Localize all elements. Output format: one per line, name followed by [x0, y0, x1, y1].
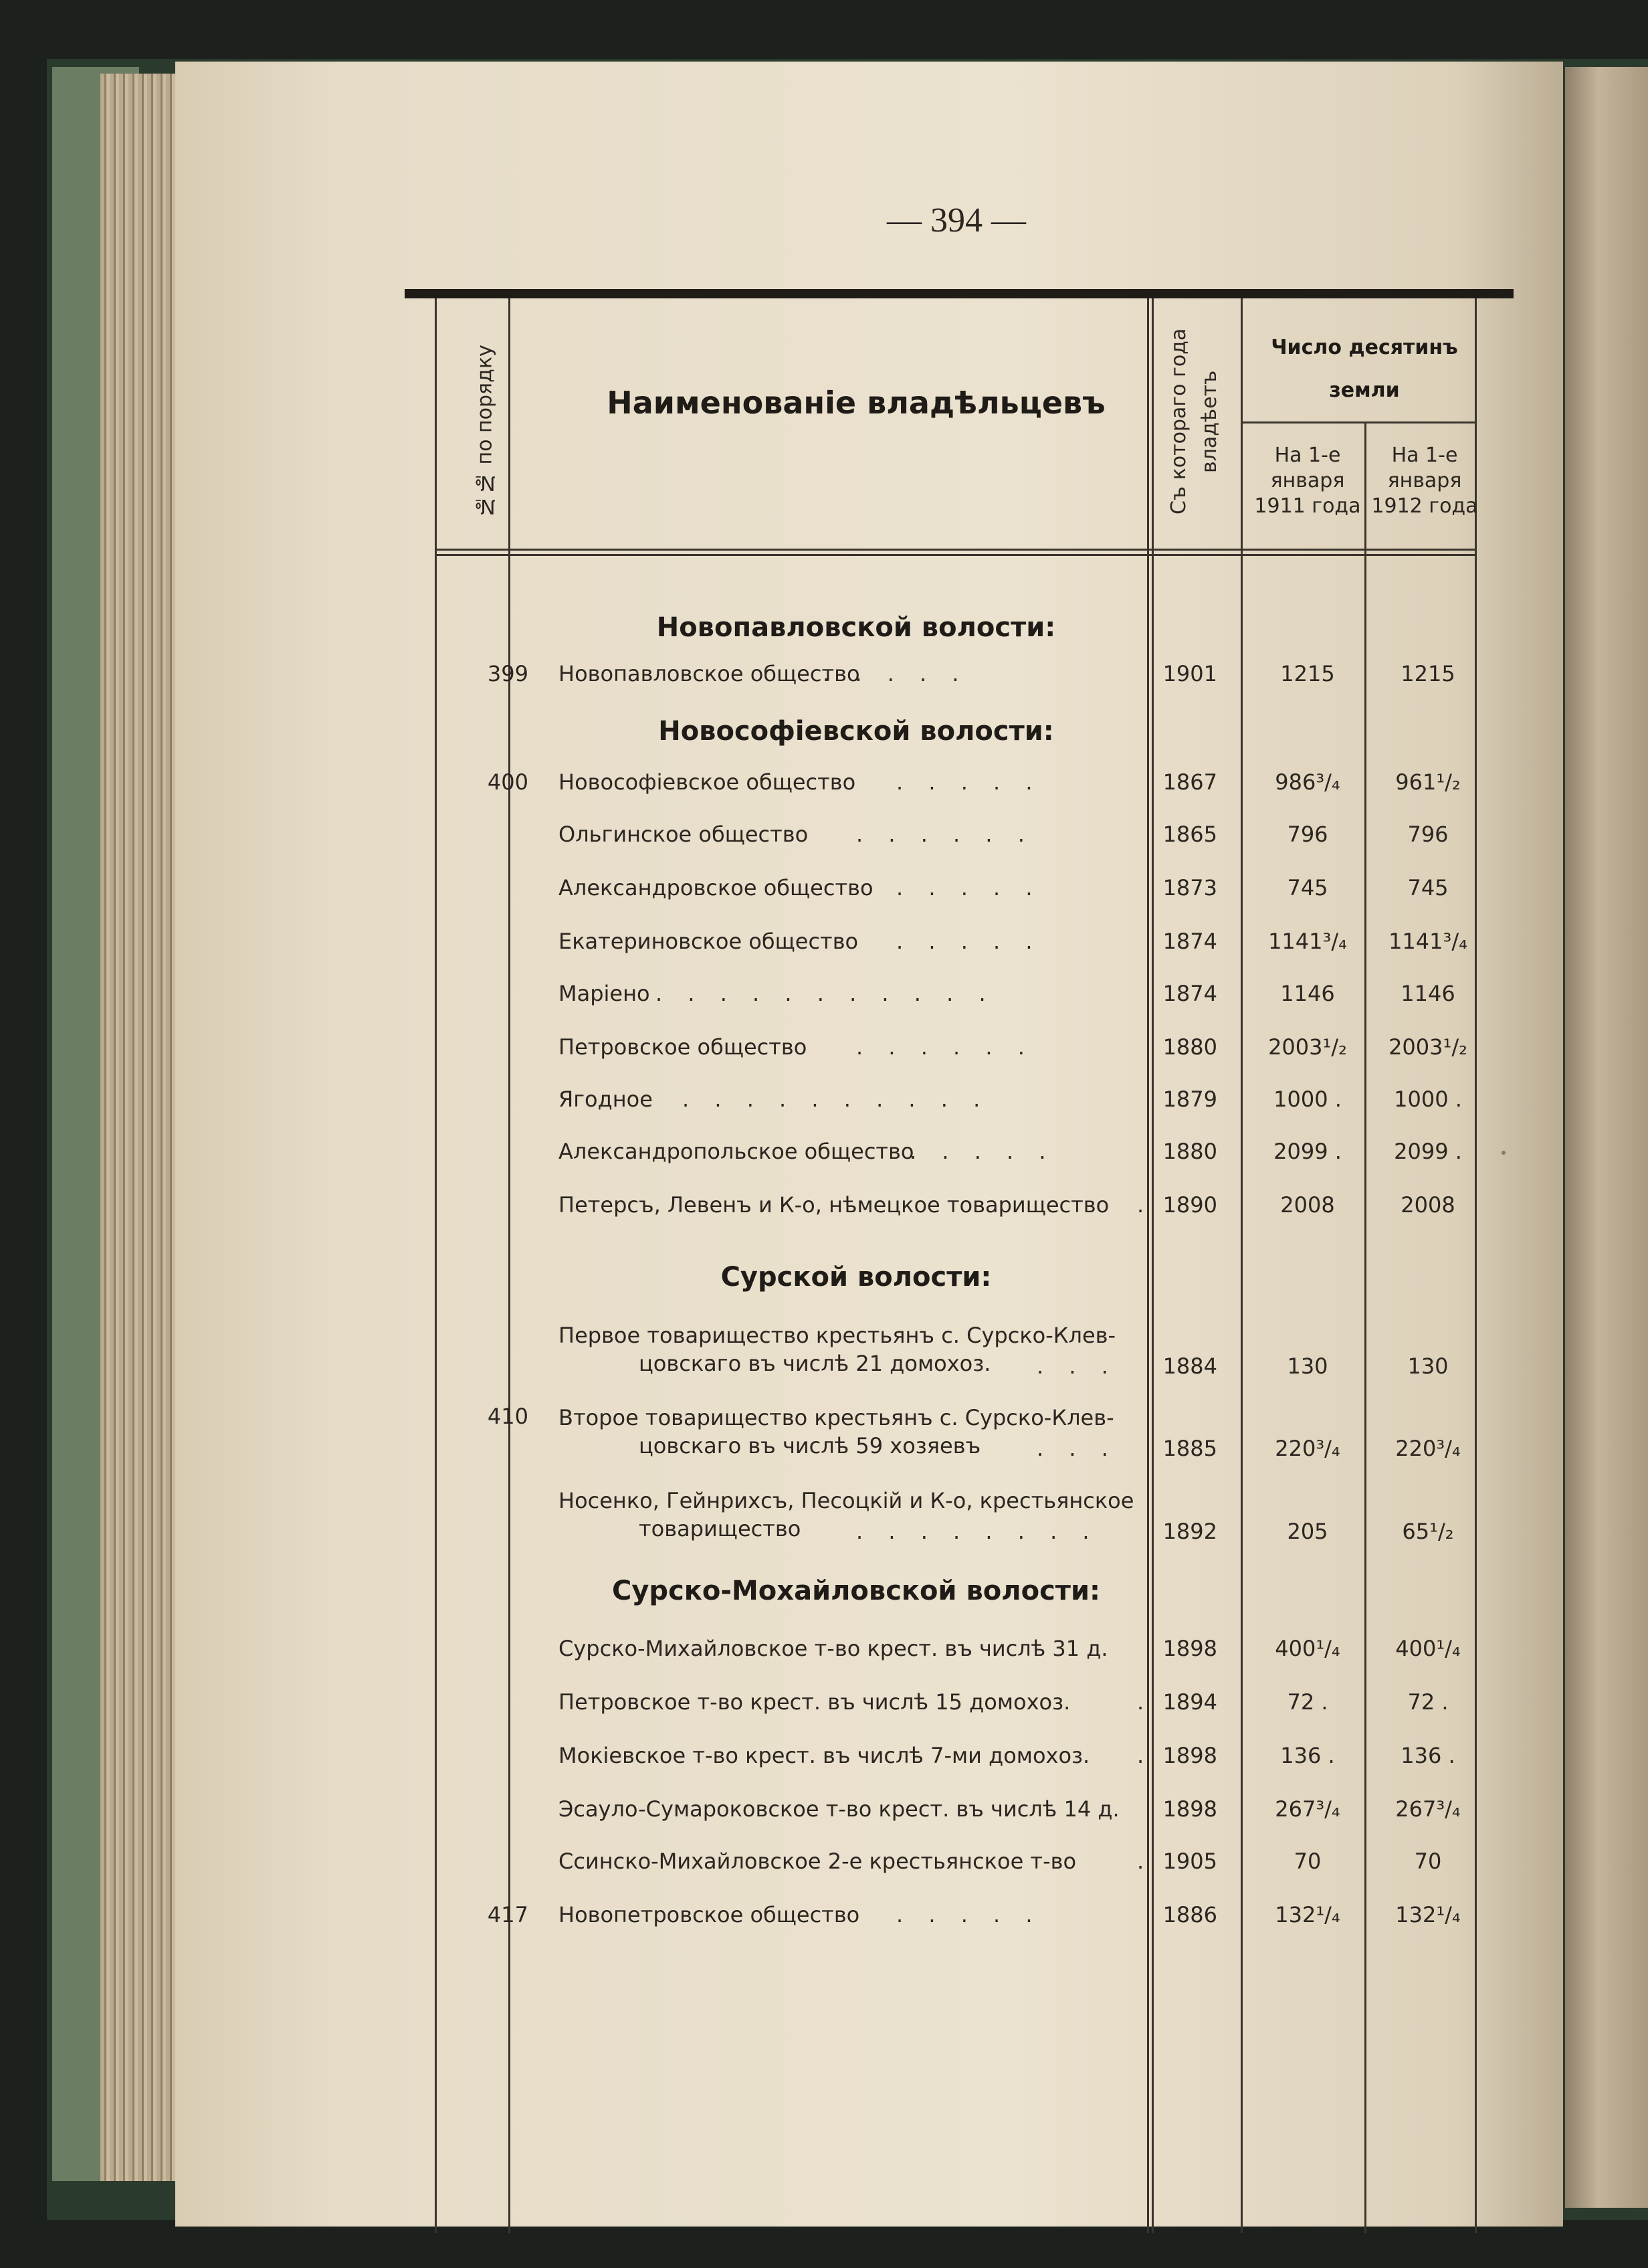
since-year: 1880	[1162, 1034, 1217, 1060]
owner-name: Ягодное	[558, 1086, 653, 1112]
owner-name-line-2: цовскаго въ числѣ 59 хозяевъ	[639, 1433, 981, 1458]
since-year: 1874	[1162, 929, 1217, 954]
dot-leader: . . . . .	[896, 875, 1042, 901]
section-title: Новопавловской волости:	[656, 612, 1056, 643]
owner-name-line-2: товарищество	[639, 1516, 801, 1541]
land-1911: 1000 .	[1273, 1086, 1342, 1112]
dot-leader: . . . . .	[910, 1139, 1055, 1164]
land-1911: 2008	[1280, 1192, 1335, 1218]
column-rule-no	[508, 298, 510, 2233]
dot-leaders	[428, 1086, 1512, 1127]
owner-name: Мокіевское т-во крест. въ числѣ 7-ми домохоз.	[558, 1743, 1090, 1768]
owner-name: Новософіевское общество	[558, 769, 856, 795]
page-number: — 394 —	[887, 201, 1026, 240]
dot-leader: .	[1137, 1689, 1154, 1715]
section-title: Сурской волости:	[720, 1262, 992, 1293]
table-top-rule	[405, 289, 1514, 298]
next-page-edge	[1565, 67, 1648, 2208]
dot-leaders	[428, 1034, 1512, 1074]
land-1912: 961¹/₂	[1395, 769, 1461, 795]
row-number: 410	[487, 1404, 528, 1429]
dot-leaders	[428, 661, 1512, 701]
land-1911: 136 .	[1280, 1743, 1335, 1768]
header-col-1912: На 1-е января 1912 года	[1371, 444, 1478, 518]
land-1911: 1215	[1280, 661, 1335, 686]
since-year: 1901	[1162, 661, 1217, 686]
dot-leaders	[428, 1849, 1512, 1889]
dot-leaders	[428, 1519, 1512, 1559]
land-1911: 400¹/₄	[1275, 1636, 1340, 1661]
land-1911: 220³/₄	[1275, 1436, 1340, 1461]
dot-leaders	[428, 929, 1512, 969]
land-1912: 1000 .	[1394, 1086, 1462, 1112]
dot-leaders	[428, 822, 1512, 862]
dot-leader: . . .	[1037, 1436, 1118, 1461]
row-number: 399	[487, 661, 528, 686]
column-rule-year	[1241, 298, 1243, 2233]
owner-name: Петровское общество	[558, 1034, 807, 1060]
dot-leaders	[428, 1902, 1512, 1942]
land-1911: 986³/₄	[1275, 769, 1340, 795]
header-col-owner-name: Наименованіе владѣльцевъ	[607, 385, 1106, 421]
dot-leaders	[428, 1192, 1512, 1232]
owner-name: Петерсъ, Левенъ и К-о, нѣмецкое товарищество	[558, 1192, 1110, 1218]
owner-name: Сурско-Михайловское т-во крест. въ числѣ 31 д.	[558, 1636, 1108, 1661]
since-year: 1886	[1162, 1902, 1217, 1927]
land-1912: 72 .	[1407, 1689, 1449, 1715]
dot-leader: .	[1137, 1849, 1154, 1874]
owner-name-line-1: Первое товарищество крестьянъ с. Сурско-Клев-	[558, 1323, 1116, 1348]
land-1912: 2003¹/₂	[1388, 1034, 1467, 1060]
dot-leaders	[428, 1436, 1512, 1476]
dot-leader: . . . . .	[896, 1902, 1042, 1927]
dot-leaders	[428, 1689, 1512, 1729]
dot-leader: . . . . .	[896, 769, 1042, 795]
dot-leader: .	[1137, 1192, 1154, 1218]
table-right-border	[1475, 298, 1477, 2233]
land-1912: 130	[1407, 1353, 1449, 1379]
header-col-1911: На 1-е января 1911 года	[1254, 444, 1361, 518]
since-year: 1885	[1162, 1436, 1217, 1461]
since-year: 1880	[1162, 1139, 1217, 1164]
table-row	[428, 1636, 1512, 1676]
header-bottom-rule-double	[435, 554, 1477, 556]
since-year: 1898	[1162, 1743, 1217, 1768]
owner-name: Александропольское общество	[558, 1139, 914, 1164]
dot-leader: . . . . .	[823, 661, 968, 686]
land-1912: 796	[1407, 822, 1449, 847]
since-year: 1892	[1162, 1519, 1217, 1544]
dot-leaders	[428, 1139, 1512, 1179]
header-bottom-rule	[435, 549, 1477, 551]
owner-name: Ольгинское общество	[558, 822, 809, 847]
dot-leader: . . . . . . . . . . .	[655, 981, 995, 1006]
header-col-land-area: Число десятинъ земли	[1271, 336, 1458, 402]
owner-name: Новопавловское общество	[558, 661, 860, 686]
land-1911: 132¹/₄	[1275, 1902, 1340, 1927]
land-1911: 2099 .	[1273, 1139, 1342, 1164]
land-1912: 65¹/₂	[1402, 1519, 1454, 1544]
since-year: 1905	[1162, 1849, 1217, 1874]
land-1912: 220³/₄	[1395, 1436, 1461, 1461]
land-1911: 267³/₄	[1275, 1796, 1340, 1822]
since-year: 1898	[1162, 1796, 1217, 1822]
land-1911: 70	[1294, 1849, 1322, 1874]
owner-name: Эсаулo-Сумароковское т-во крест. въ числѣ 14 д.	[558, 1796, 1120, 1822]
table-left-border	[435, 298, 437, 2233]
header-col-number: №№ по порядку	[473, 345, 497, 518]
header-col-since-year: Съ котораго года владѣетъ	[1167, 328, 1221, 515]
land-1912: 70	[1414, 1849, 1442, 1874]
owner-name: Маріено	[558, 981, 650, 1006]
since-year: 1898	[1162, 1636, 1217, 1661]
land-1912: 2008	[1401, 1192, 1455, 1218]
row-number: 417	[487, 1902, 528, 1927]
land-1912: 1215	[1401, 661, 1455, 686]
since-year: 1884	[1162, 1353, 1217, 1379]
land-1912: 400¹/₄	[1395, 1636, 1461, 1661]
land-1911: 130	[1287, 1353, 1328, 1379]
dot-leader: . . . . . . . .	[856, 1519, 1099, 1544]
owner-name: Ссинско-Михайловское 2-е крестьянское т-во	[558, 1849, 1077, 1874]
land-1911: 205	[1287, 1519, 1328, 1544]
dot-leader: . . . . . .	[856, 1034, 1034, 1060]
land-1911: 796	[1287, 822, 1328, 847]
owner-name-line-1: Носенко, Гейнрихсъ, Песоцкій и К-о, крестьянское	[558, 1488, 1134, 1513]
land-1912: 267³/₄	[1395, 1796, 1461, 1822]
table-row	[428, 1796, 1512, 1836]
row-number: 400	[487, 769, 528, 795]
land-1911: 745	[1287, 875, 1328, 901]
land-1912: 1141³/₄	[1388, 929, 1467, 954]
land-1911: 1146	[1280, 981, 1335, 1006]
owner-name-line-2: цовскаго въ числѣ 21 домохоз.	[639, 1351, 991, 1376]
since-year: 1865	[1162, 822, 1217, 847]
owner-name: Новопетровское общество	[558, 1902, 860, 1927]
owner-name-line-1: Второе товарищество крестьянъ с. Сурско-Клев-	[558, 1405, 1114, 1430]
dot-leader: .	[1137, 1743, 1154, 1768]
owner-name: Екатериновское общество	[558, 929, 859, 954]
dot-leaders	[428, 1743, 1512, 1783]
section-title: Новософіевской волости:	[658, 716, 1054, 747]
land-1911: 2003¹/₂	[1268, 1034, 1347, 1060]
land-subheader-rule	[1243, 421, 1475, 423]
dot-leaders	[428, 1353, 1512, 1394]
section-title: Сурско-Мохайловской волости:	[612, 1576, 1100, 1606]
dot-leader: . . . . .	[896, 929, 1042, 954]
dot-leaders	[428, 981, 1512, 1021]
since-year: 1867	[1162, 769, 1217, 795]
since-year: 1894	[1162, 1689, 1217, 1715]
since-year: 1890	[1162, 1192, 1217, 1218]
land-1912: 745	[1407, 875, 1449, 901]
owner-name: Петровское т-во крест. въ числѣ 15 домохоз.	[558, 1689, 1071, 1715]
dot-leader: . . . . . . . . . .	[682, 1086, 990, 1112]
land-1912: 132¹/₄	[1395, 1902, 1461, 1927]
land-1911: 72 .	[1287, 1689, 1328, 1715]
since-year: 1874	[1162, 981, 1217, 1006]
land-1912: 136 .	[1401, 1743, 1455, 1768]
land-1912: 1146	[1401, 981, 1455, 1006]
dot-leader: . . . . . .	[856, 822, 1034, 847]
owner-name: Александровское общество	[558, 875, 873, 901]
land-1912: 2099 .	[1394, 1139, 1462, 1164]
dot-leader: . . .	[1037, 1353, 1118, 1379]
since-year: 1873	[1162, 875, 1217, 901]
dot-leaders	[428, 769, 1512, 810]
since-year: 1879	[1162, 1086, 1217, 1112]
page-edges	[100, 74, 181, 2181]
land-1911: 1141³/₄	[1268, 929, 1347, 954]
dot-leaders	[428, 875, 1512, 915]
